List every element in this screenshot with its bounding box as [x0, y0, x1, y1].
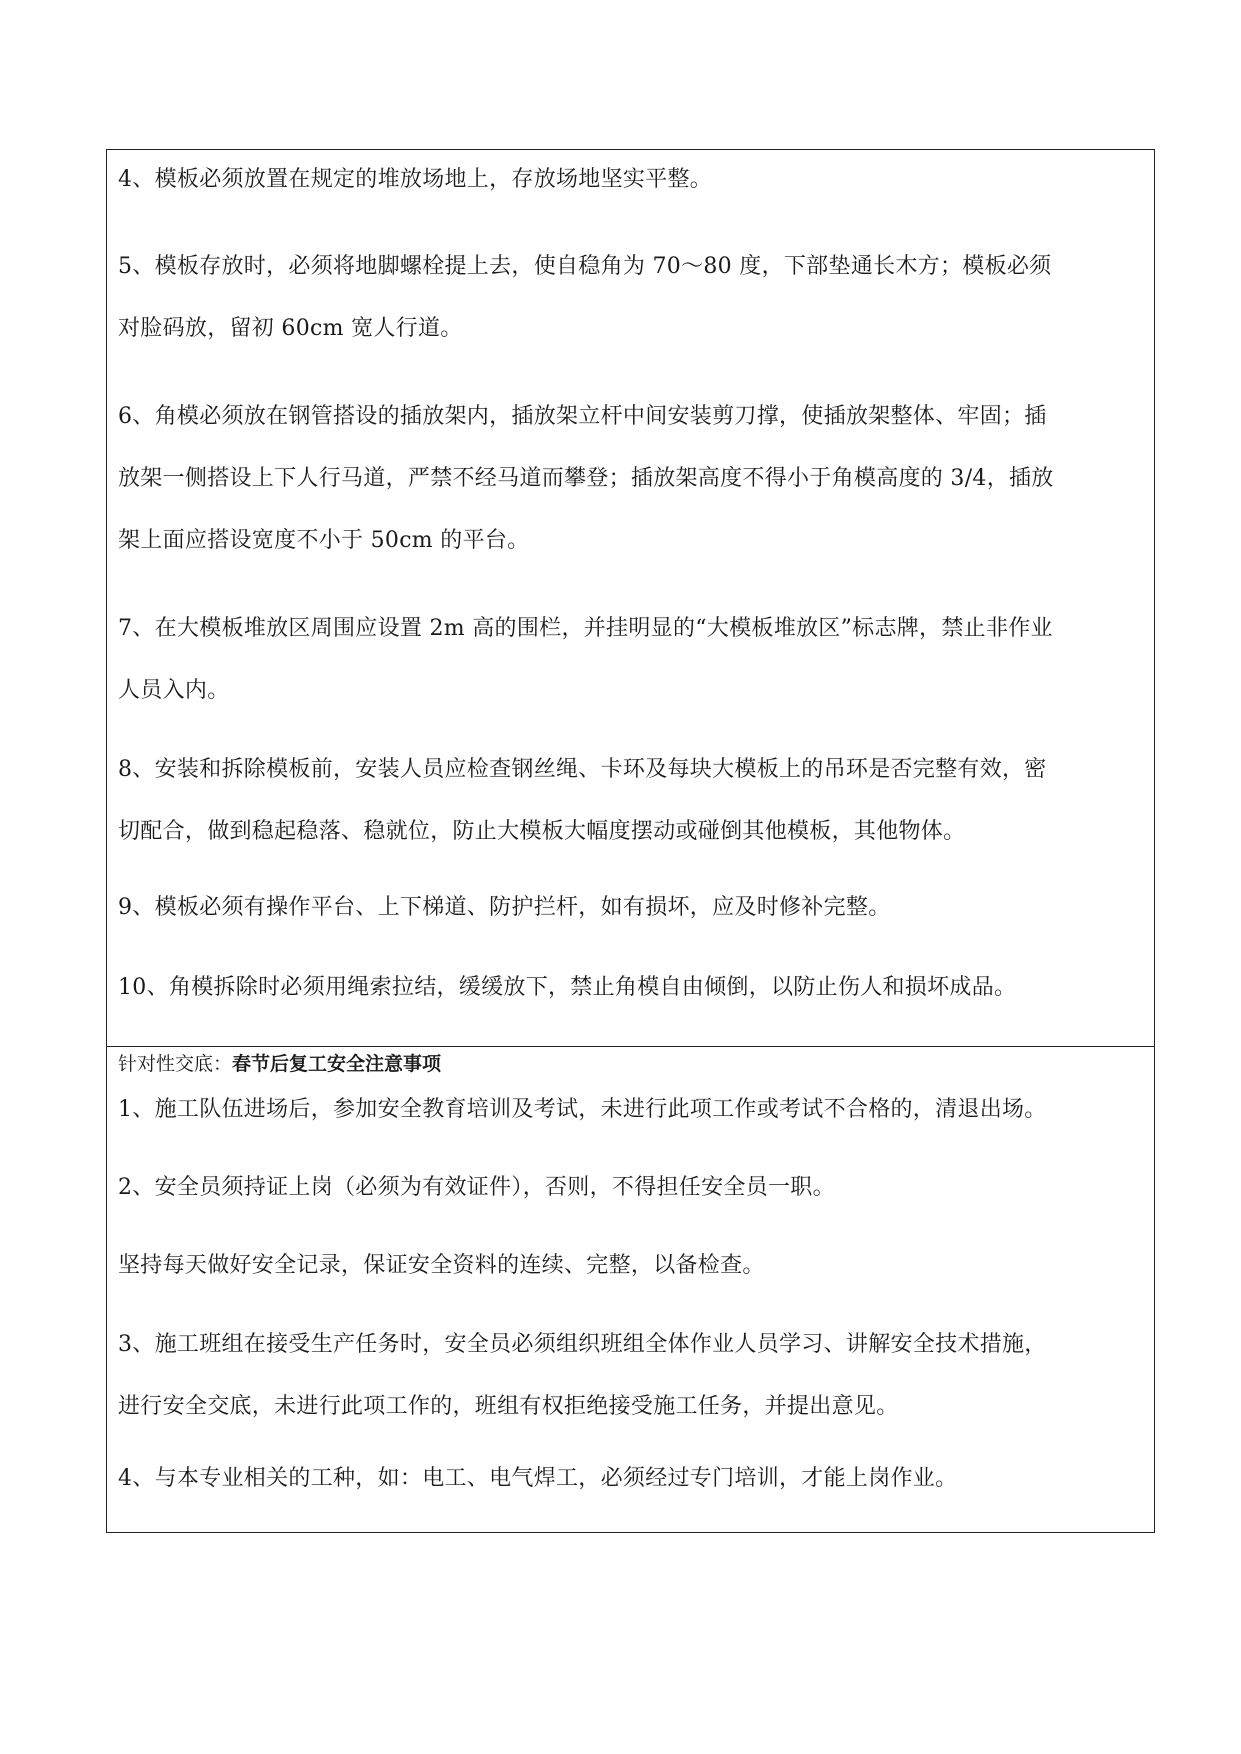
paragraph-item-3 [118, 1314, 1144, 1438]
paragraph-item-4 [118, 149, 1144, 211]
text-line: 架上面应搭设宽度不小于 50cm 的平台。 [118, 528, 530, 553]
text-line: 4、模板必须放置在规定的堆放场地上，存放场地坚实平整。 [118, 167, 713, 192]
text-line: 2、安全员须持证上岗（必须为有效证件），否则，不得担任安全员一职。 [118, 1175, 835, 1200]
text-line: 9、模板必须有操作平台、上下梯道、防护拦杆，如有损坏，应及时修补完整。 [118, 895, 891, 920]
heading-prefix: 针对性交底： [118, 1053, 233, 1075]
text-line: 7、在大模板堆放区周围应设置 2m 高的围栏，并挂明显的“大模板堆放区”标志牌，禁止非作业 [118, 616, 1053, 641]
text-line: 8、安装和拆除模板前，安装人员应检查钢丝绳、卡环及每块大模板上的吊环是否完整有效，密 [118, 757, 1047, 782]
paragraph-item-4-trades [118, 1448, 1144, 1510]
paragraph-safety-record [118, 1235, 1144, 1297]
text-line: 4、与本专业相关的工种，如：电工、电气焊工，必须经过专门培训，才能上岗作业。 [118, 1466, 958, 1491]
text-line: 放架一侧搭设上下人行马道，严禁不经马道而攀登；插放架高度不得小于角模高度的 3/4，插放 [118, 466, 1054, 491]
paragraph-item-10 [118, 957, 1144, 1019]
heading-title: 春节后复工安全注意事项 [232, 1053, 442, 1075]
section-formwork-rules [107, 150, 1154, 1047]
text-line: 进行安全交底，未进行此项工作的，班组有权拒绝接受施工任务，并提出意见。 [118, 1394, 899, 1419]
paragraph-item-6 [118, 386, 1144, 572]
text-line: 10、角模拆除时必须用绳索拉结，缓缓放下，禁止角模自由倾倒，以防止伤人和损坏成品。 [118, 975, 1017, 1000]
text-line: 坚持每天做好安全记录，保证安全资料的连续、完整，以备检查。 [118, 1253, 765, 1278]
paragraph-item-1 [118, 1079, 1144, 1141]
section-heading [118, 1047, 441, 1081]
text-line: 1、施工队伍进场后，参加安全教育培训及考试，未进行此项工作或考试不合格的，清退出场。 [118, 1097, 1047, 1122]
paragraph-item-9 [118, 877, 1144, 939]
paragraph-item-2 [118, 1157, 1144, 1219]
text-line: 6、角模必须放在钢管搭设的插放架内，插放架立杆中间安装剪刀撑，使插放架整体、牢固；插 [118, 404, 1047, 429]
text-line: 5、模板存放时，必须将地脚螺栓提上去，使自稳角为 70～80 度，下部垫通长木方；模板必须 [118, 254, 1052, 279]
text-line: 切配合，做到稳起稳落、稳就位，防止大模板大幅度摆动或碰倒其他模板，其他物体。 [118, 819, 966, 844]
paragraph-item-7 [118, 598, 1144, 722]
paragraph-item-5 [118, 236, 1144, 360]
document-table [106, 149, 1155, 1533]
text-line: 对脸码放，留初 60cm 宽人行道。 [118, 316, 463, 341]
text-line: 3、施工班组在接受生产任务时，安全员必须组织班组全体作业人员学习、讲解安全技术措施， [118, 1332, 1047, 1357]
text-line: 人员入内。 [118, 678, 230, 703]
paragraph-item-8 [118, 739, 1144, 863]
section-post-festival-safety [107, 1047, 1154, 1532]
